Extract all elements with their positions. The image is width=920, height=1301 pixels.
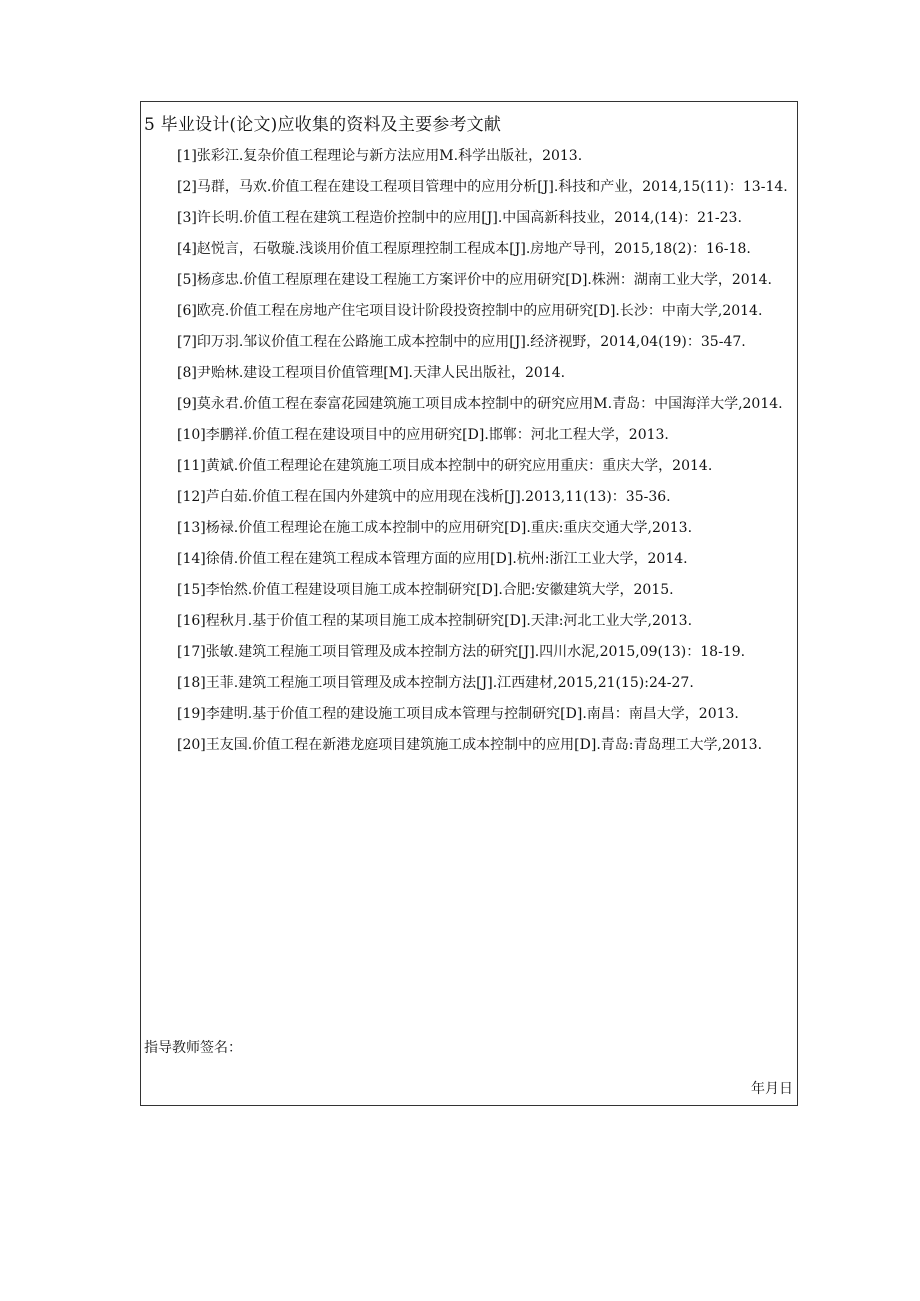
reference-item: [13]杨禄.价值工程理论在施工成本控制中的应用研究[D].重庆:重庆交通大学,2013. xyxy=(177,520,693,536)
reference-item: [8]尹贻林.建设工程项目价值管理[M].天津人民出版社，2014. xyxy=(177,365,566,381)
reference-item: [15]李怡然.价值工程建设项目施工成本控制研究[D].合肥:安徽建筑大学，2015. xyxy=(177,582,674,598)
reference-item: [9]莫永君.价值工程在泰富花园建筑施工项目成本控制中的研究应用M.青岛：中国海洋大学,2014. xyxy=(177,396,783,412)
date-label: 年月日 xyxy=(751,1081,793,1097)
reference-item: [19]李建明.基于价值工程的建设施工项目成本管理与控制研究[D].南昌：南昌大学，2013. xyxy=(177,706,739,722)
reference-item: [11]黄斌.价值工程理论在建筑施工项目成本控制中的研究应用重庆：重庆大学，2014. xyxy=(177,458,713,474)
advisor-signature-label: 指导教师签名： xyxy=(144,1040,242,1056)
reference-item: [5]杨彦忠.价值工程原理在建设工程施工方案评价中的应用研究[D].株洲：湖南工业大学，2014. xyxy=(177,272,772,288)
reference-list xyxy=(145,141,795,761)
reference-item: [18]王菲.建筑工程施工项目管理及成本控制方法[J].江西建材,2015,21(15):24-27. xyxy=(177,675,694,691)
reference-item: [17]张敏.建筑工程施工项目管理及成本控制方法的研究[J].四川水泥,2015,09(13)：18-19. xyxy=(177,644,746,660)
reference-item: [1]张彩江.复杂价值工程理论与新方法应用M.科学出版社，2013. xyxy=(177,148,583,164)
reference-item: [14]徐倩.价值工程在建筑工程成本管理方面的应用[D].杭州:浙江工业大学，2014. xyxy=(177,551,688,567)
reference-item: [7]印万羽.邹议价值工程在公路施工成本控制中的应用[J].经济视野，2014,04(19)：35-47. xyxy=(177,334,746,350)
reference-item: [16]程秋月.基于价值工程的某项目施工成本控制研究[D].天津:河北工业大学,2013. xyxy=(177,613,693,629)
reference-form-box xyxy=(140,101,798,1106)
reference-item: [10]李鹏祥.价值工程在建设项目中的应用研究[D].邯郸：河北工程大学，2013. xyxy=(177,427,669,443)
reference-item: [6]欧亮.价值工程在房地产住宅项目设计阶段投资控制中的应用研究[D].长沙：中南大学,2014. xyxy=(177,303,763,319)
reference-item: [20]王友国.价值工程在新港龙庭项目建筑施工成本控制中的应用[D].青岛:青岛理工大学,2013. xyxy=(177,737,763,753)
reference-item: [2]马群，马欢.价值工程在建设工程项目管理中的应用分析[J].科技和产业，2014,15(11)：13-14. xyxy=(177,179,788,195)
section-heading: 5 毕业设计(论文)应收集的资料及主要参考文献 xyxy=(144,115,502,135)
reference-item: [3]许长明.价值工程在建筑工程造价控制中的应用[J].中国高新科技业，2014,(14)：21-23. xyxy=(177,210,742,226)
reference-item: [4]赵悦言，石敬璇.浅谈用价值工程原理控制工程成本[J].房地产导刊，2015,18(2)：16-18. xyxy=(177,241,751,257)
reference-item: [12]芦白茹.价值工程在国内外建筑中的应用现在浅析[J].2013,11(13)：35-36. xyxy=(177,489,671,505)
